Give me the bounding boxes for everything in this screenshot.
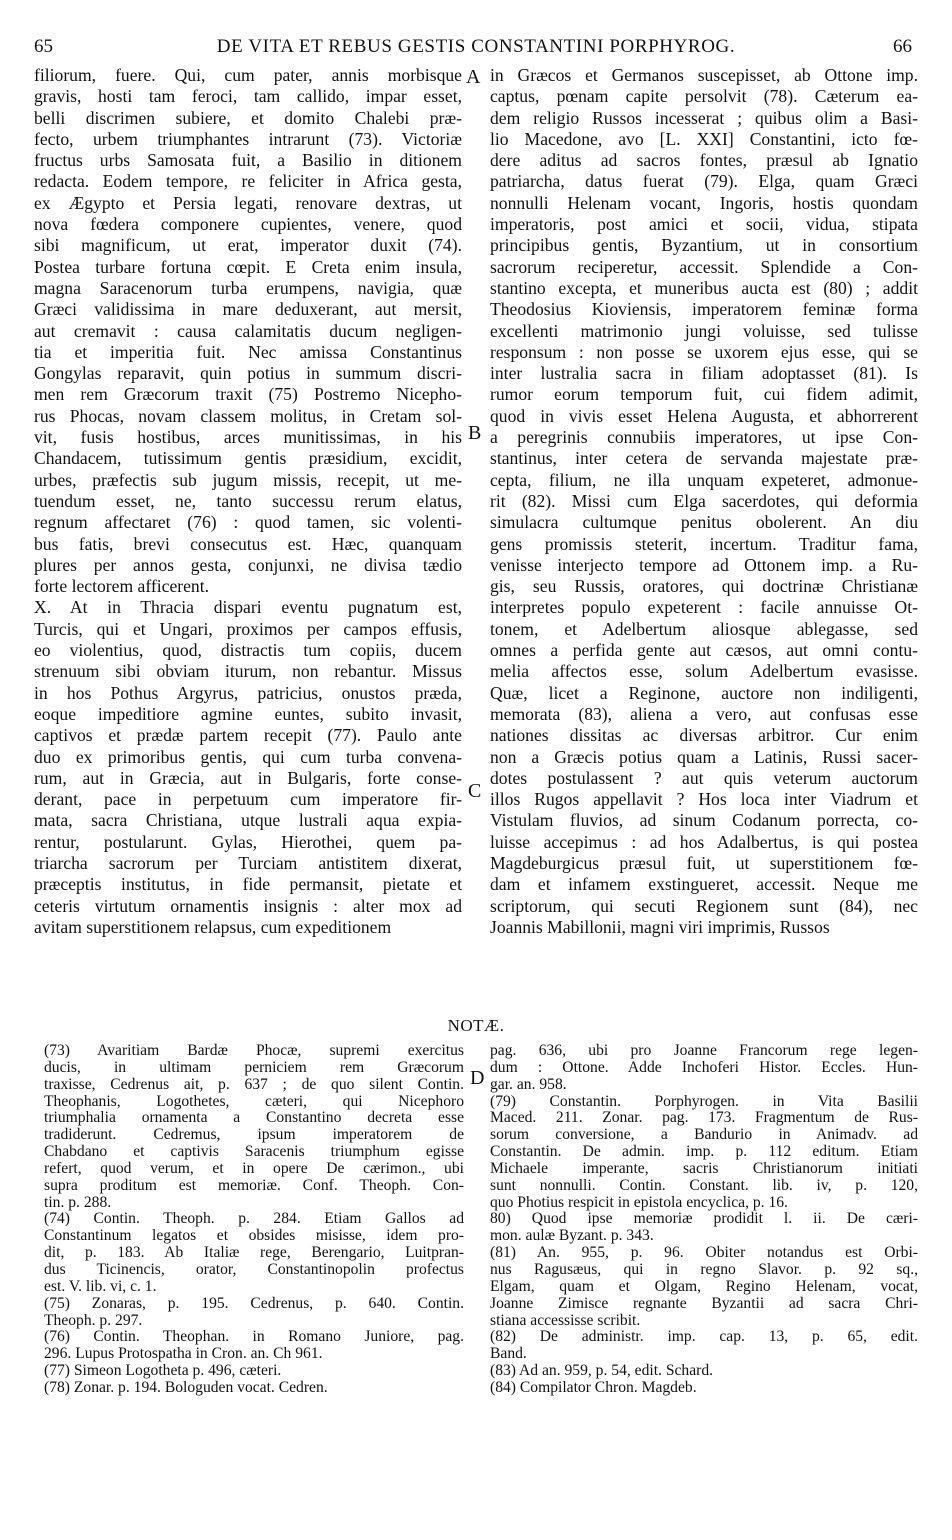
note-line: gar. an. 958. <box>490 1076 567 1093</box>
page-number-left: 65 <box>34 36 53 57</box>
text-line: Joannis Mabillonii, magni viri imprimis, Russos <box>490 916 830 937</box>
note-line: tradiderunt. Cedremus, ipsum imperatorem de <box>44 1127 464 1144</box>
text-line: luisse accepimus : ad hos Adalbertus, is qui postea <box>490 831 918 852</box>
text-line: gravis, hosti tam feroci, tam callido, impar esset, <box>34 86 462 107</box>
text-line: X. At in Thracia dispari eventu pugnatum est, <box>34 597 462 618</box>
text-line: imperatoris, post amici et socii, vidua, stipata <box>490 214 918 235</box>
text-line: rus Phocas, novam classem molitus, in Cretam sol- <box>34 405 462 426</box>
note-line: (75) Zonaras, p. 195. Cedrenus, p. 640. Contin. <box>44 1295 464 1312</box>
text-line: strenuum sibi obviam iturum, non rebantur. Missus <box>34 661 462 682</box>
note-line: triumphalia ornamenta a Constantino decreta esse <box>44 1110 464 1127</box>
note-line: (81) An. 955, p. 96. Obiter notandus est Orbi- <box>490 1245 918 1262</box>
note-line: dit, p. 183. Ab Italiæ rege, Berengario, Luitpran- <box>44 1245 464 1262</box>
text-line: eoque impeditiore agmine euntes, subito invasit, <box>34 703 462 724</box>
text-line: principibus gentis, Byzantium, ut in consortium <box>490 235 918 256</box>
text-line: Græci validissima in mare deduxerant, aut mersit, <box>34 299 462 320</box>
text-line: dam et infamem exstingueret, accessit. Neque me <box>490 874 918 895</box>
text-line: redacta. Eodem tempore, re feliciter in Africa gesta, <box>34 171 462 192</box>
note-line: Constantin. De admin. imp. p. 112 editum. Etiam <box>490 1144 918 1161</box>
running-title: DE VITA ET REBUS GESTIS CONSTANTINI PORPHYROG. <box>216 36 736 57</box>
text-line: Postea turbare fortuna cœpit. E Creta enim insula, <box>34 256 462 277</box>
text-line: interpretes populo expeterent : facile annuisse Ot- <box>490 597 918 618</box>
text-line: ex Ægypto et Persia legati, renovare dextras, ut <box>34 192 462 213</box>
note-line: est. V. lib. vi, c. 1. <box>44 1278 157 1295</box>
text-line: Magdeburgicus præsul fuit, ut superstitionem fœ- <box>490 852 918 873</box>
notes-heading: NOTÆ. <box>447 1016 505 1035</box>
note-line: traxisse, Cedrenus ait, p. 637 ; de quo silent Contin. <box>44 1076 464 1093</box>
text-line: eo violentius, quod, distractis tum copiis, ducem <box>34 640 462 661</box>
text-line: forte lectorem afficerent. <box>34 576 210 597</box>
text-line: vit, fusis hostibus, arces munitissimas, in his <box>34 427 462 448</box>
text-line: melia affectos esse, solum Adelbertum evasisse. <box>490 661 918 682</box>
text-line: Vistulam fluvios, ad sinum Codanum porrecta, co- <box>490 810 918 831</box>
text-line: sibi magnificum, ut erat, imperator duxit (74). <box>34 235 462 256</box>
text-line: dere aditus ad sacros fontes, præsul ab Ignatio <box>490 150 918 171</box>
page-number-right: 66 <box>893 36 912 57</box>
text-line: responsum : non posse se uxorem ejus esse, qui se <box>490 341 918 362</box>
text-line: rumor eorum temporum fuit, cui fidem adimit, <box>490 384 918 405</box>
note-line: refert, quod verum, et in opere De cærimon., ubi <box>44 1160 464 1177</box>
text-line: Quæ, licet a Reginone, auctore non indiligenti, <box>490 682 918 703</box>
text-line: plures per annos gesta, conjunxi, ne divisa tædio <box>34 554 462 575</box>
note-line: tin. p. 288. <box>44 1194 112 1211</box>
note-line: ducis, in ultimam perniciem rem Græcorum <box>44 1059 464 1076</box>
text-line: regnum affectaret (76) : quod tamen, sic volenti- <box>34 512 462 533</box>
text-line: gis, seu Russis, oratores, qui doctrinæ Christianæ <box>490 576 918 597</box>
note-line: nus Ragusæus, qui in regno Slavor. p. 92 sq., <box>490 1261 918 1278</box>
note-line: (84) Compilator Chron. Magdeb. <box>490 1379 697 1396</box>
text-line: urbes, præfectis sub jugum missis, recepit, ut me- <box>34 469 462 490</box>
section-marker-b: B <box>468 422 482 444</box>
text-line: simulacra cultumque penitus obolerent. An diu <box>490 512 918 533</box>
text-line: illos Rugos appellavit ? Hos loca inter Viadrum et <box>490 789 918 810</box>
text-line: aut cremavit : causa calamitatis ducum negligen- <box>34 320 462 341</box>
notes-right-column <box>490 1043 918 1397</box>
note-line: (78) Zonar. p. 194. Bologuden vocat. Cedren. <box>44 1379 328 1396</box>
note-line: (82) De administr. imp. cap. 13, p. 65, edit. <box>490 1329 918 1346</box>
text-line: fructus urbs Samosata fuit, a Basilio in ditionem <box>34 150 462 171</box>
text-line: stantino excepta, et muneribus aucta est (80) ; addit <box>490 277 918 298</box>
text-line: nova fœdera componere cupientes, venere, quod <box>34 214 462 235</box>
note-line: pag. 636, ubi pro Joanne Francorum rege legen- <box>490 1043 918 1059</box>
note-line: supra proditum est memoriæ. Conf. Theoph. Con- <box>44 1177 464 1194</box>
right-text-column <box>490 65 918 938</box>
text-line: rum, aut in Græcia, aut in Bulgaris, forte conse- <box>34 767 462 788</box>
text-line: Theodosius Kioviensis, imperatorem feminæ forma <box>490 299 918 320</box>
note-line: mon. aulæ Byzant. p. 343. <box>490 1228 654 1245</box>
text-line: sacrorum reciperetur, accessit. Splendide a Con- <box>490 256 918 277</box>
note-line: (83) Ad an. 959, p. 54, edit. Schard. <box>490 1363 714 1380</box>
text-line: mata, sacra Christiana, utque lustrali aqua expia- <box>34 810 462 831</box>
text-line: non a Græcis potius quam a Latinis, Russi sacer- <box>490 746 918 767</box>
note-line: (76) Contin. Theophan. in Romano Juniore, pag. <box>44 1329 464 1346</box>
text-line: rentur, postularunt. Gylas, Hierothei, quem pa- <box>34 831 462 852</box>
note-line: (79) Constantin. Porphyrogen. in Vita Basilii <box>490 1093 918 1110</box>
text-line: rit (82). Missi cum Elga sacerdotes, qui deformia <box>490 490 918 511</box>
text-line: ceteris virtutum ornamentis insignis : alter mox ad <box>34 895 462 916</box>
note-line: stiana accessisse scribit. <box>490 1312 641 1329</box>
note-line: Michaele imperante, sacris Christianorum initiati <box>490 1160 918 1177</box>
note-line: dum : Ottone. Adde Inchoferi Histor. Eccles. Hun- <box>490 1059 918 1076</box>
note-line: dus Ticinencis, orator, Constantinopolin profectus <box>44 1261 464 1278</box>
text-line: captus, pœnam capite persolvit (78). Cæterum ea- <box>490 86 918 107</box>
note-line: (74) Contin. Theoph. p. 284. Etiam Gallos ad <box>44 1211 464 1228</box>
note-line: Elgam, quam et Olgam, Regino Helenam, vocat, <box>490 1278 918 1295</box>
text-line: bus fatis, brevi consecutus est. Hæc, quanquam <box>34 533 462 554</box>
section-marker-a: A <box>466 66 481 88</box>
text-line: dotes postulassent ? aut quis veterum auctorum <box>490 767 918 788</box>
text-line: tuendum esset, ne, tanto successu rerum elatus, <box>34 490 462 511</box>
text-line: nonnulli Helenam vocant, Ingoris, hostis quondam <box>490 192 918 213</box>
text-line: stantinus, inter cetera de servanda majestate præ- <box>490 448 918 469</box>
note-line: (77) Simeon Logotheta p. 496, cæteri. <box>44 1363 282 1380</box>
text-line: magna Saracenorum turba erumpens, navigia, quæ <box>34 277 462 298</box>
text-line: in hos Pothus Argyrus, patricius, onustos præda, <box>34 682 462 703</box>
text-line: men rem Græcorum traxit (75) Postremo Nicepho- <box>34 384 462 405</box>
text-line: dem religio Russos incesserat ; quibus olim a Basi- <box>490 107 918 128</box>
text-line: tonem, et Adelbertum aliosque ablegasse, sed <box>490 618 918 639</box>
note-line: quo Photius respicit in epistola encyclica, p. 16. <box>490 1194 788 1211</box>
text-line: quod in vivis esset Helena Augusta, et abhorrerent <box>490 405 918 426</box>
text-line: gens promissis steterit, incertum. Traditur fama, <box>490 533 918 554</box>
notes-left-column <box>44 1043 464 1397</box>
text-line: avitam superstitionem relapsus, cum expeditionem <box>34 916 392 937</box>
section-marker-d: D <box>470 1067 485 1089</box>
note-line: 296. Lupus Protospatha in Cron. an. Ch 961. <box>44 1346 323 1363</box>
text-line: derant, pace in perpetuum cum imperatore fir- <box>34 789 462 810</box>
note-line: (73) Avaritiam Bardæ Phocæ, supremi exercitus <box>44 1043 464 1059</box>
note-line: Theoph. p. 297. <box>44 1312 143 1329</box>
text-line: tia et imperitia fuit. Nec amissa Constantinus <box>34 341 462 362</box>
text-line: scriptorum, qui secuti Regionem sunt (84), nec <box>490 895 918 916</box>
text-line: captivos et prædæ partem recepit (77). Paulo ante <box>34 725 462 746</box>
note-line: Joanne Zimisce regnante Byzantii ad sacra Chri- <box>490 1295 918 1312</box>
text-line: filiorum, fuere. Qui, cum pater, annis morbisque <box>34 65 462 85</box>
left-text-column <box>34 65 462 938</box>
text-line: excellenti matrimonio jungi voluisse, sed tulisse <box>490 320 918 341</box>
text-line: cepta, filium, ne illa unquam expeteret, admonue- <box>490 469 918 490</box>
text-line: in Græcos et Germanos suscepisset, ab Ottone imp. <box>490 65 918 85</box>
text-line: memorata (83), aliena a vero, aut confusas esse <box>490 703 918 724</box>
text-line: Chandacem, tutissimum gentis præsidium, excidit, <box>34 448 462 469</box>
text-line: patriarcha, datus fuerat (79). Elga, quam Græci <box>490 171 918 192</box>
note-line: Theophanis, Logothetes, cæteri, qui Nicephoro <box>44 1093 464 1110</box>
note-line: Band. <box>490 1346 527 1363</box>
text-line: duo ex primoribus gentis, qui cum turba convena- <box>34 746 462 767</box>
text-line: fecto, urbem triumphantes intrarunt (73). Victoriæ <box>34 128 462 149</box>
note-line: sorum conversione, a Bandurio in Animadv. ad <box>490 1127 918 1144</box>
running-header <box>0 36 952 60</box>
text-line: nationes dissitas ac diversas arbitror. Cur enim <box>490 725 918 746</box>
text-line: triarcha sacrorum per Turciam antistitem dixerat, <box>34 852 462 873</box>
text-line: omnes a perfida gente aut cæsos, aut omni contu- <box>490 640 918 661</box>
text-line: Turcis, qui et Ungari, proximos per campos effusis, <box>34 618 462 639</box>
note-line: Chabdano et captivis Saracenis triumphum egisse <box>44 1144 464 1161</box>
text-line: venisse interjecto tempore ad Ottonem imp. a Ru- <box>490 554 918 575</box>
note-line: 80) Quod ipse memoriæ prodidit l. ii. De cæri- <box>490 1211 918 1228</box>
text-line: belli discrimen subiere, et domito Chalebi præ- <box>34 107 462 128</box>
text-line: lio Macedone, avo [L. XXI] Constantini, icto fœ- <box>490 128 918 149</box>
text-line: inter lustralia sacra in filiam adoptasset (81). Is <box>490 363 918 384</box>
text-line: a peregrinis connubiis imperatores, ut ipse Con- <box>490 427 918 448</box>
note-line: Constantinum legatos et obsides misisse, idem pro- <box>44 1228 464 1245</box>
note-line: Maced. 211. Zonar. pag. 173. Fragmentum de Rus- <box>490 1110 918 1127</box>
text-line: præceptis institutus, in fide permansit, pietate et <box>34 874 462 895</box>
note-line: sunt nonnulli. Contin. Constant. lib. iv, p. 120, <box>490 1177 918 1194</box>
section-marker-c: C <box>468 780 482 802</box>
text-line: Gongylas reparavit, quin potius in summum discri- <box>34 363 462 384</box>
